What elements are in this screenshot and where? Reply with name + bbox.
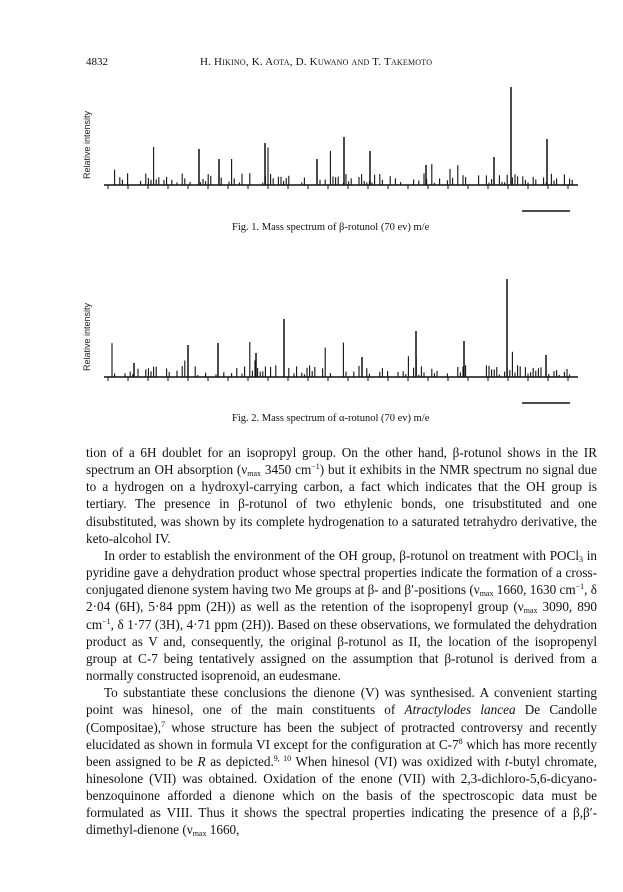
running-head — [200, 56, 432, 68]
page-number: 4832 — [86, 56, 108, 68]
y-axis-label: Relative intensity — [82, 110, 92, 180]
figure-2-plot — [78, 252, 598, 404]
figure-2-caption: Fig. 2. Mass spectrum of α-rotunol (70 ev) m/e — [232, 413, 430, 424]
authors: H. Hikino, K. Aota, D. Kuwano and T. Takemoto — [200, 56, 433, 68]
figure-2-mass-spectrum — [78, 252, 598, 404]
paragraph-1: tion of a 6H doublet for an isopropyl group. On the other hand, β-rotunol shows in the IR spectrum an OH absorption ($\nu_{max}$ 3450 $cm^{-1}$) but it exhibits in the NMR spectrum no signal due to a hydrogen on a hydroxyl-carrying carbon, a fact which indicates that the OH group is tertiary. The presence in β-rotunol of two ethylenic bonds, one trisubstituted and one disubstituted, was shown by its complete hydrogenation to a saturated tetrahydro derivative, the keto-alcohol IV. — [86, 445, 597, 546]
paragraph-3: To substantiate these conclusions the dienone (V) was synthesised. A convenient starting point was hinesol, one of the main constituents of Atractylodes lancea De Candolle (Compositae),$^7$ whose structure has been the subject of protracted controversy and recently elucidated as shown in formula VI except for the configuration at $C-7^8$ which has more recently been assigned to be R as depicted.$^{9, 10}$ When hinesol (VI) was oxidized with t-butyl chromate, hinesolone (VII) was obtained. Oxidation of the enone (VII) with 2,3-dichloro-5,6-dicyano-benzoquinone afforded a dienone which on the basis of the spectroscopic data must be formulated as VIII. Thus it shows the spectral properties indicating the presence of a β,β′-dimethyl-dienone ($\nu_{max}$ 1660, — [86, 685, 598, 839]
y-axis-label: Relative intensity — [82, 302, 92, 372]
figure-1-plot — [78, 82, 598, 212]
figure-1-caption: Fig. 1. Mass spectrum of β-rotunol (70 ev) m/e — [232, 222, 430, 233]
figure-1-mass-spectrum — [78, 82, 598, 212]
article-body — [86, 444, 597, 839]
paragraph-2: In order to establish the environment of the OH group, β-rotunol on treatment with POCl$_3$ in pyridine gave a dehydration product whose spectral properties indicate the formation of a cross-conjugated dienone system having two Me groups at β- and β′-positions ($\nu_{max}$ 1660, 1630 $cm^{-1}$, δ 2·04 (6H), 5·84 ppm (2H)) as well as the retention of the isopropenyl group ($\nu_{max}$ 3090, 890 $cm^{-1}$, δ 1·77 (3H), 4·71 ppm (2H)). Based on these observations, we formulated the dehydration product as V and, consequently, the original β-rotunol as II, the location of the isopropenyl group at C-7 being tentatively assigned on the assumption that β-rotunol is derived from a normally constructed isoprenoid, an eudesmane. — [86, 547, 598, 684]
